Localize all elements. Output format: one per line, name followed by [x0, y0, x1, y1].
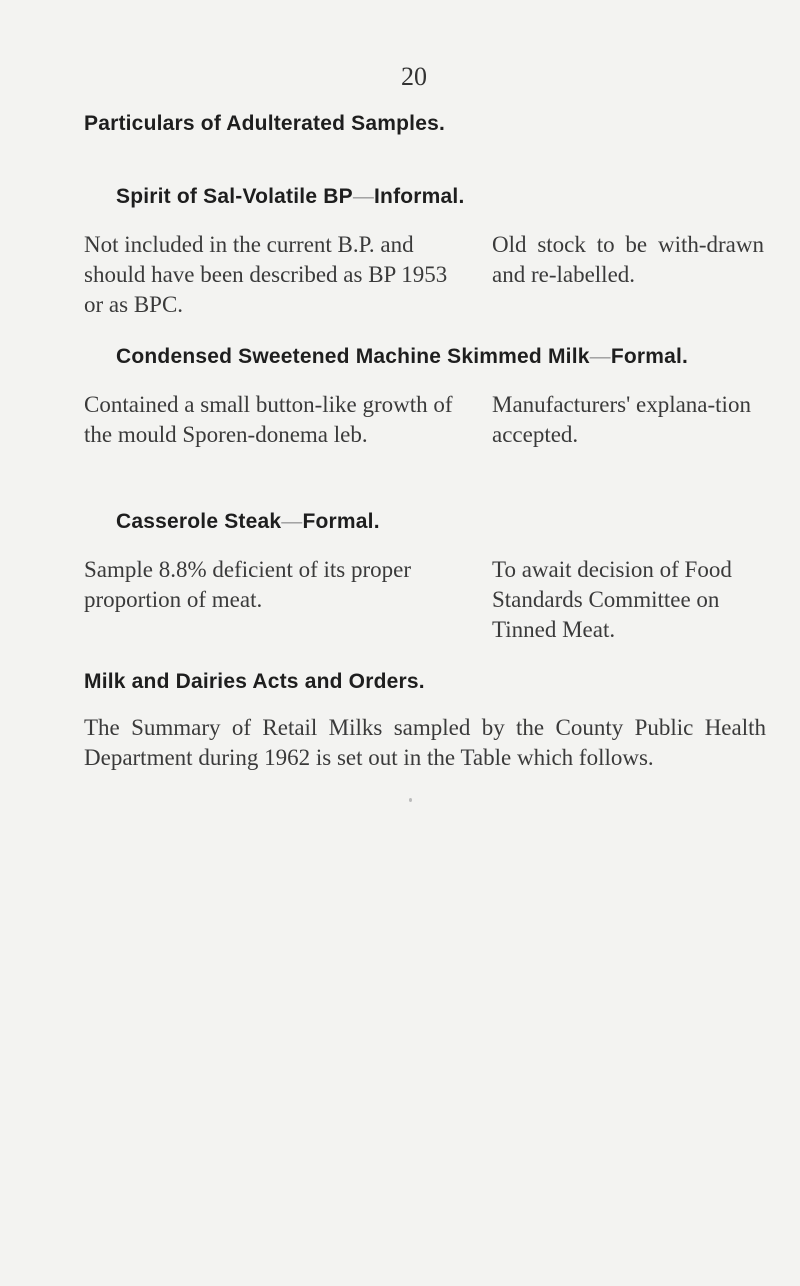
page-title: Particulars of Adulterated Samples.	[84, 112, 445, 135]
section-heading-text: Casserole Steak	[116, 510, 282, 533]
heading-dash: —	[589, 345, 611, 368]
casserole-steak-finding: Sample 8.8% deficient of its proper proportion of meat.	[84, 557, 412, 612]
milk-dairies-heading: Milk and Dairies Acts and Orders.	[84, 670, 425, 693]
section-heading-text: Spirit of Sal-Volatile BP	[116, 185, 353, 208]
paper-speck	[409, 798, 412, 802]
sal-volatile-finding: Not included in the current B.P. and should have been described as BP 1953 or as BPC.	[84, 232, 448, 317]
milk-dairies-text: The Summary of Retail Milks sampled by the County Public Health Department during 1962 is set out in the Table which follows.	[84, 715, 766, 770]
heading-dash: —	[281, 510, 303, 533]
section-heading-casserole-steak	[116, 510, 380, 534]
page-number: 20	[401, 62, 427, 91]
section-heading-condensed-milk	[116, 345, 688, 369]
sample-type: Formal.	[302, 510, 380, 533]
section-heading-sal-volatile	[116, 185, 465, 209]
heading-dash: —	[352, 185, 375, 208]
sal-volatile-action: Old stock to be with-drawn and re-labelled.	[492, 232, 764, 287]
sample-type: Informal.	[374, 185, 465, 208]
condensed-milk-finding: Contained a small button-like growth of the mould Sporen-donema leb.	[84, 392, 453, 447]
sample-type: Formal.	[610, 345, 689, 368]
section-heading-text: Condensed Sweetened Machine Skimmed Milk	[116, 345, 590, 368]
condensed-milk-action: Manufacturers' explana-tion accepted.	[492, 392, 751, 447]
casserole-steak-action: To await decision of Food Standards Committee on Tinned Meat.	[492, 557, 732, 642]
